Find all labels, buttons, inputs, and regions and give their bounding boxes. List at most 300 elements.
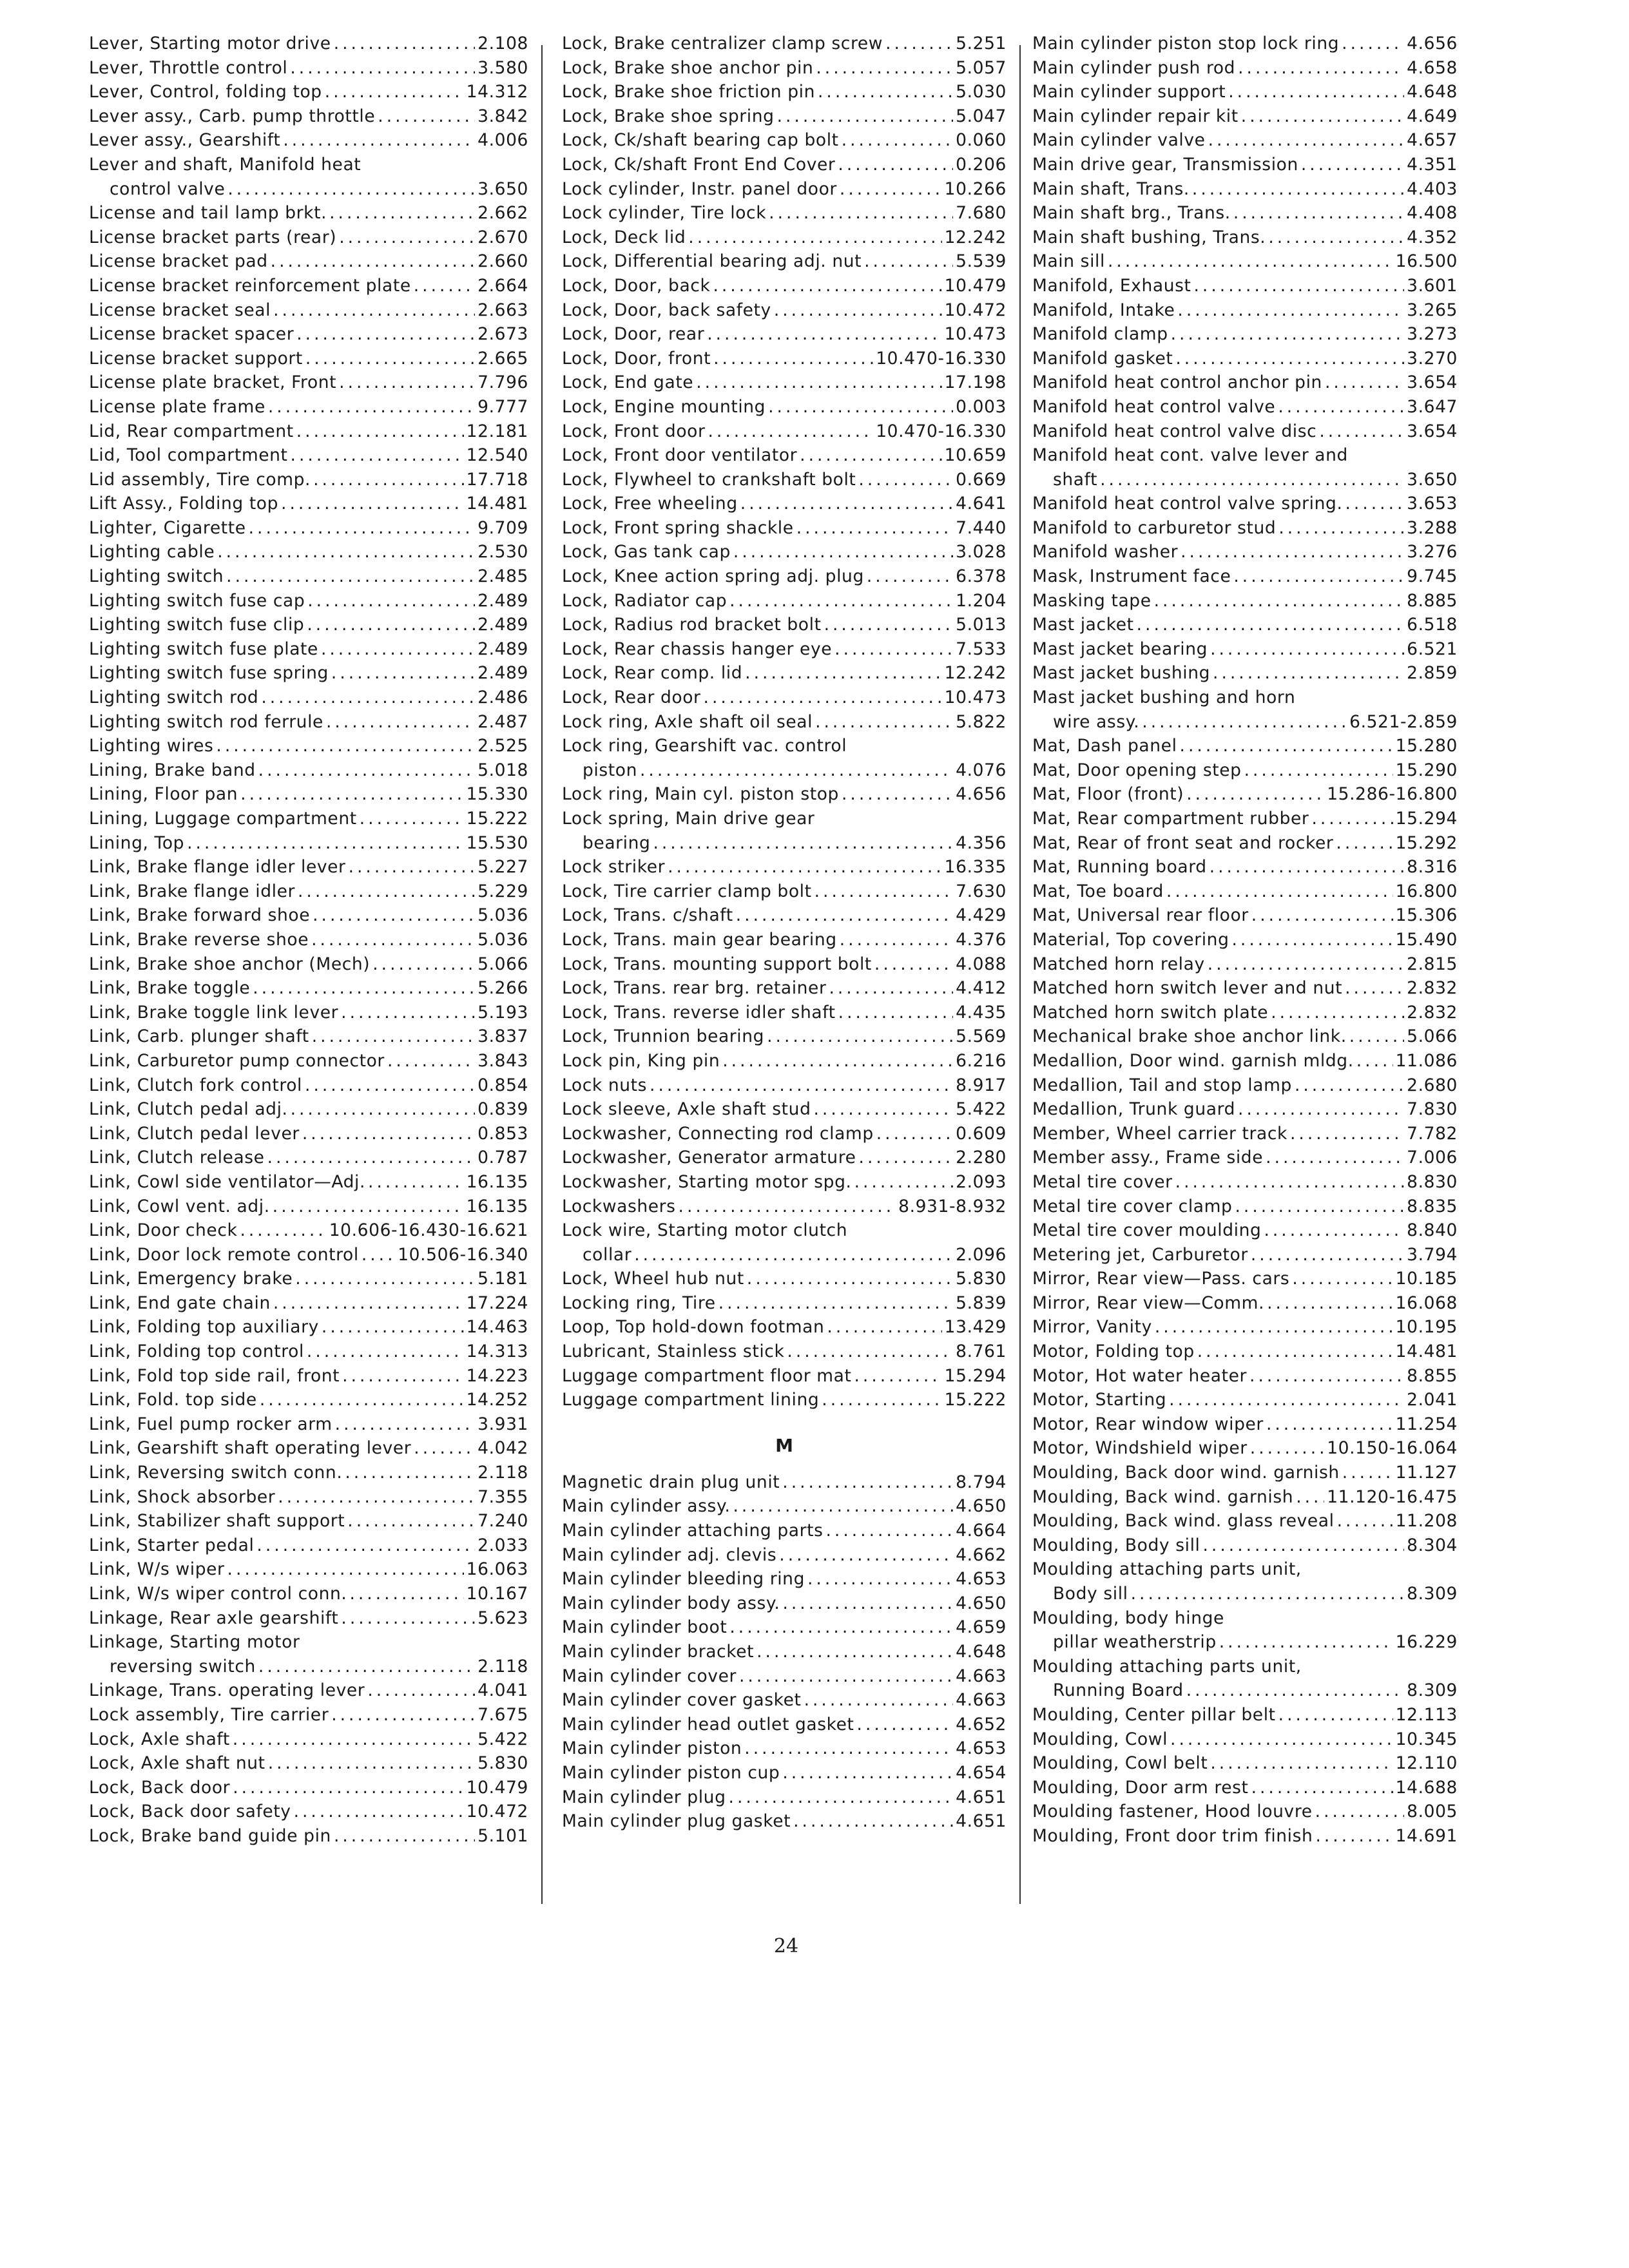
entry-name: Metal tire cover clamp	[1032, 1196, 1233, 1216]
entry-name: Moulding, Door arm rest	[1032, 1777, 1249, 1798]
entry-reference-number: 4.376	[956, 929, 1007, 950]
index-entry	[1032, 1124, 1458, 1148]
index-entry	[89, 1414, 528, 1439]
dot-leader	[273, 1293, 464, 1313]
dot-leader	[1210, 639, 1404, 659]
dot-leader	[838, 1003, 953, 1023]
entry-reference-number: 4.658	[1407, 57, 1458, 78]
index-entry	[89, 300, 528, 325]
dot-leader	[1232, 930, 1393, 950]
entry-reference-number: 10.167	[466, 1584, 528, 1604]
entry-name: Mirror, Rear view—Pass. cars	[1032, 1269, 1290, 1289]
dot-leader	[747, 1269, 953, 1289]
index-entry	[89, 445, 528, 470]
entry-reference-number: 12.540	[466, 445, 528, 466]
entry-reference-number: 15.490	[1395, 929, 1458, 950]
index-entry	[89, 1317, 528, 1341]
entry-name: Main shaft, Trans.	[1032, 178, 1190, 199]
index-entry	[562, 130, 1007, 155]
entry-name: Lighting switch	[89, 566, 224, 587]
entry-name: Link, Clutch fork control	[89, 1075, 303, 1095]
dot-leader	[281, 494, 464, 514]
dot-leader	[1292, 1269, 1393, 1289]
entry-name: Matched horn switch plate	[1032, 1002, 1269, 1023]
index-entry	[89, 494, 528, 518]
index-entry	[89, 82, 528, 106]
dot-leader	[1336, 833, 1393, 853]
entry-name: Main cylinder piston	[562, 1738, 742, 1759]
entry-reference-number: 15.290	[1395, 760, 1458, 780]
dot-leader	[294, 1802, 464, 1821]
entry-reference-number: 4.088	[956, 954, 1007, 974]
index-entry	[89, 881, 528, 906]
dot-leader	[335, 1414, 475, 1434]
dot-leader	[1181, 542, 1404, 562]
dot-leader	[347, 1511, 475, 1531]
entry-name: Main sill	[1032, 251, 1105, 272]
entry-reference-number: 2.660	[477, 251, 528, 272]
dot-leader	[298, 881, 475, 901]
index-entry	[562, 760, 1007, 785]
dot-leader	[814, 1099, 954, 1119]
index-entry	[89, 905, 528, 930]
index-entry	[562, 1341, 1007, 1366]
entry-reference-number: 4.650	[956, 1496, 1007, 1517]
entry-name: Link, W/s wiper control conn.	[89, 1584, 347, 1604]
index-entry	[1032, 930, 1458, 954]
entry-name: Link, Brake flange idler	[89, 881, 295, 901]
index-entry	[1032, 615, 1458, 639]
dot-leader	[1325, 372, 1404, 392]
entry-reference-number: 3.028	[956, 542, 1007, 562]
entry-name: Manifold heat control valve spring.	[1032, 494, 1343, 514]
dot-leader	[1345, 494, 1404, 514]
dot-leader	[321, 639, 475, 659]
index-entry	[1032, 130, 1458, 155]
dot-leader	[1155, 1317, 1393, 1337]
entry-reference-number: 2.489	[477, 590, 528, 611]
entry-name: Lock, Axle shaft	[89, 1729, 230, 1749]
entry-reference-number: 4.663	[956, 1666, 1007, 1686]
index-entry	[89, 1196, 528, 1221]
index-column-3	[1032, 34, 1458, 1850]
entry-reference-number: 5.227	[477, 857, 528, 878]
index-entry-heading: Moulding attaching parts unit,	[1032, 1559, 1302, 1580]
entry-name: control valve	[110, 178, 226, 199]
entry-name: License bracket spacer	[89, 324, 294, 345]
index-entry	[1032, 809, 1458, 833]
index-entry	[89, 687, 528, 712]
entry-reference-number: 4.648	[956, 1642, 1007, 1662]
entry-reference-number: 16.500	[1395, 251, 1458, 272]
entry-reference-number: 3.273	[1407, 324, 1458, 345]
index-entry	[562, 470, 1007, 494]
index-entry	[562, 34, 1007, 58]
index-entry	[1032, 106, 1458, 131]
entry-reference-number: 8.931-8.932	[898, 1196, 1007, 1216]
entry-reference-number: 7.355	[477, 1486, 528, 1507]
entry-name: Mat, Floor (front)	[1032, 784, 1184, 805]
entry-reference-number: 15.222	[466, 809, 528, 829]
index-entry	[89, 1269, 528, 1293]
index-entry	[1032, 712, 1458, 736]
dot-leader	[864, 251, 953, 271]
dot-leader	[729, 591, 953, 611]
entry-name: Lighting switch fuse plate	[89, 639, 318, 659]
dot-leader	[233, 1778, 463, 1798]
index-entry	[1032, 1172, 1458, 1196]
entry-reference-number: 8.835	[1407, 1196, 1458, 1216]
index-entry	[1032, 1680, 1458, 1705]
entry-reference-number: 9.777	[477, 396, 528, 417]
entry-reference-number: 2.108	[477, 34, 528, 53]
index-entry-heading: Lock ring, Gearshift vac. control	[562, 736, 847, 756]
entry-name: Main drive gear, Transmission	[1032, 154, 1298, 175]
entry-reference-number: 5.036	[477, 905, 528, 926]
entry-name: Link, Brake shoe anchor (Mech)	[89, 954, 371, 974]
entry-name: Lock sleeve, Axle shaft stud	[562, 1099, 811, 1120]
entry-reference-number: 8.309	[1407, 1680, 1458, 1701]
dot-leader	[1197, 1341, 1393, 1361]
index-entry	[89, 1438, 528, 1463]
dot-leader	[816, 58, 953, 78]
index-entry	[1032, 1729, 1458, 1754]
index-entry	[1032, 1051, 1458, 1075]
entry-name: Lighting wires	[89, 736, 214, 756]
entry-reference-number: 4.656	[1407, 34, 1458, 53]
index-entry	[1032, 324, 1458, 349]
entry-name: Link, Fuel pump rocker arm	[89, 1414, 333, 1434]
index-entry	[562, 857, 1007, 881]
index-entry	[89, 663, 528, 687]
dot-leader	[818, 82, 953, 102]
dot-leader	[634, 1245, 953, 1265]
entry-name: Lock, Knee action spring adj. plug	[562, 566, 864, 587]
dot-leader	[296, 324, 475, 344]
dot-leader	[334, 34, 475, 53]
index-entry	[89, 227, 528, 252]
index-entry	[1032, 1584, 1458, 1608]
index-entry	[89, 1463, 528, 1487]
index-entry	[89, 1051, 528, 1075]
dot-leader	[793, 1811, 953, 1831]
entry-name: Member assy., Frame side	[1032, 1148, 1264, 1168]
entry-name: Lock ring, Axle shaft oil seal	[562, 711, 813, 732]
index-entry	[1032, 1148, 1458, 1172]
entry-name: reversing switch	[110, 1656, 256, 1677]
entry-reference-number: 5.101	[477, 1825, 528, 1846]
entry-name: Lock, Tire carrier clamp bolt	[562, 881, 812, 901]
entry-name: Link, End gate chain	[89, 1293, 271, 1313]
dot-leader	[339, 227, 475, 247]
dot-leader	[313, 470, 464, 490]
entry-reference-number: 3.650	[477, 178, 528, 199]
column-divider	[1019, 45, 1021, 1904]
dot-leader	[854, 1172, 954, 1192]
entry-name: Lockwasher, Connecting rod clamp	[562, 1123, 874, 1144]
index-entry	[1032, 421, 1458, 446]
entry-name: Link, Cowl vent. adj.	[89, 1196, 270, 1216]
entry-reference-number: 2.489	[477, 615, 528, 635]
index-entry	[562, 542, 1007, 566]
entry-reference-number: 2.525	[477, 736, 528, 756]
entry-reference-number: 5.181	[477, 1269, 528, 1289]
index-entry	[562, 1148, 1007, 1172]
entry-name: Member, Wheel carrier track	[1032, 1123, 1287, 1144]
entry-reference-number: 8.309	[1407, 1584, 1458, 1604]
index-entry	[1032, 1438, 1458, 1463]
entry-reference-number: 16.335	[944, 857, 1007, 878]
index-entry	[562, 518, 1007, 543]
entry-name: Mat, Running board	[1032, 857, 1207, 878]
dot-leader	[707, 324, 941, 344]
index-entry	[89, 251, 528, 276]
dot-leader	[322, 1317, 464, 1337]
dot-leader	[1278, 518, 1404, 538]
entry-name: Main cylinder piston stop lock ring	[1032, 34, 1340, 53]
entry-reference-number: 14.688	[1395, 1777, 1458, 1798]
dot-leader	[341, 1003, 475, 1023]
dot-leader	[679, 1196, 896, 1216]
index-entry	[89, 130, 528, 155]
entry-name: Main cylinder push rod	[1032, 57, 1236, 78]
dot-leader	[1295, 1075, 1404, 1095]
entry-reference-number: 10.472	[466, 1802, 528, 1822]
entry-reference-number: 7.675	[477, 1704, 528, 1725]
dot-leader	[331, 1705, 475, 1725]
entry-reference-number: 9.709	[477, 517, 528, 538]
index-entry	[89, 615, 528, 639]
dot-leader	[345, 1463, 475, 1483]
index-entry	[1032, 397, 1458, 421]
index-entry-heading: Moulding, body hinge	[1032, 1608, 1224, 1628]
entry-name: Lock pin, King pin	[562, 1050, 720, 1071]
entry-reference-number: 11.086	[1395, 1050, 1458, 1071]
index-entry	[89, 324, 528, 349]
entry-reference-number: 0.787	[477, 1148, 528, 1168]
entry-reference-number: 0.839	[477, 1099, 528, 1120]
entry-name: Lock, Front door	[562, 421, 706, 441]
index-entry	[89, 1003, 528, 1027]
entry-reference-number: 14.312	[466, 82, 528, 102]
entry-reference-number: 14.223	[466, 1365, 528, 1386]
entry-reference-number: 8.855	[1407, 1365, 1458, 1386]
entry-reference-number: 5.030	[956, 82, 1007, 102]
index-entry	[89, 349, 528, 373]
dot-leader	[367, 1680, 475, 1700]
index-entry	[562, 615, 1007, 639]
index-entry	[562, 227, 1007, 252]
index-entry	[562, 1172, 1007, 1196]
entry-name: Lockwasher, Generator armature	[562, 1148, 856, 1168]
dot-leader	[815, 712, 953, 732]
entry-name: Luggage compartment lining	[562, 1390, 820, 1410]
entry-name: Link, Door check	[89, 1220, 238, 1241]
index-entry	[89, 1487, 528, 1512]
index-entry	[562, 1366, 1007, 1390]
entry-name: Lock, Axle shaft nut	[89, 1753, 265, 1774]
index-entry	[1032, 1099, 1458, 1124]
column-divider	[541, 45, 543, 1904]
entry-name: Lock, Front door ventilator	[562, 445, 798, 466]
entry-reference-number: 7.630	[956, 881, 1007, 901]
entry-reference-number: 15.294	[1395, 809, 1458, 829]
entry-reference-number: 15.280	[1395, 736, 1458, 756]
entry-reference-number: 2.815	[1407, 954, 1458, 974]
entry-name: Mat, Door opening step	[1032, 760, 1242, 780]
dot-leader	[800, 445, 942, 465]
entry-reference-number: 4.650	[956, 1593, 1007, 1613]
entry-name: Moulding, Front door trim finish	[1032, 1825, 1313, 1846]
dot-leader	[744, 1738, 953, 1758]
dot-leader	[767, 1026, 953, 1046]
dot-leader	[295, 1269, 475, 1289]
index-entry	[89, 1535, 528, 1560]
dot-leader	[1249, 1366, 1404, 1386]
entry-reference-number: 4.076	[956, 760, 1007, 780]
dot-leader	[311, 930, 475, 950]
dot-leader	[1251, 1245, 1404, 1265]
entry-reference-number: 11.208	[1395, 1511, 1458, 1532]
index-entry	[562, 639, 1007, 664]
section-letter: M	[775, 1434, 793, 1456]
entry-name: Moulding, Cowl	[1032, 1729, 1168, 1749]
entry-reference-number: 6.378	[956, 566, 1007, 587]
entry-reference-number: 15.306	[1395, 905, 1458, 926]
entry-reference-number: 5.229	[477, 881, 528, 901]
entry-name: Lid assembly, Tire comp.	[89, 469, 311, 490]
entry-name: License bracket parts (rear)	[89, 227, 337, 247]
dot-leader	[339, 372, 475, 392]
dot-leader	[326, 712, 475, 732]
entry-name: shaft	[1053, 469, 1098, 490]
index-entry	[562, 251, 1007, 276]
page-number: 24	[773, 1935, 799, 1957]
index-entry	[562, 1690, 1007, 1715]
entry-name: Link, Clutch release	[89, 1148, 265, 1168]
dot-leader	[1142, 712, 1347, 732]
entry-name: Lock, Rear door	[562, 687, 701, 708]
index-entry	[562, 82, 1007, 106]
entry-name: Link, Reversing switch conn.	[89, 1463, 343, 1483]
entry-reference-number: 2.486	[477, 687, 528, 708]
entry-reference-number: 4.651	[956, 1787, 1007, 1807]
entry-name: Link, Starter pedal	[89, 1535, 255, 1555]
index-entry	[562, 203, 1007, 227]
entry-reference-number: 4.652	[956, 1714, 1007, 1735]
dot-leader	[325, 82, 464, 102]
dot-leader	[1186, 784, 1324, 804]
dot-leader	[1171, 324, 1405, 344]
entry-reference-number: 5.839	[956, 1293, 1007, 1313]
dot-leader	[688, 227, 941, 247]
entry-reference-number: 13.429	[944, 1317, 1007, 1338]
entry-reference-number: 2.832	[1407, 978, 1458, 999]
dot-leader	[740, 494, 953, 514]
dot-leader	[858, 470, 953, 490]
entry-reference-number: 15.294	[944, 1365, 1007, 1386]
entry-reference-number: 3.288	[1407, 517, 1458, 538]
entry-name: Lever assy., Gearshift	[89, 130, 281, 151]
entry-name: Locking ring, Tire	[562, 1293, 716, 1313]
entry-name: Linkage, Rear axle gearshift	[89, 1608, 339, 1628]
index-entry	[1032, 905, 1458, 930]
index-entry-heading: Lever and shaft, Manifold heat	[89, 154, 361, 175]
index-entry	[1032, 1366, 1458, 1390]
index-entry	[1032, 58, 1458, 82]
entry-reference-number: 2.096	[956, 1244, 1007, 1265]
entry-name: Matched horn relay	[1032, 954, 1205, 974]
entry-reference-number: 10.479	[466, 1777, 528, 1798]
dot-leader	[305, 349, 475, 369]
entry-reference-number: 10.659	[944, 445, 1007, 466]
entry-name: Link, Fold. top side	[89, 1390, 257, 1410]
index-entry	[89, 1826, 528, 1850]
entry-reference-number: 9.745	[1407, 566, 1458, 587]
entry-name: Material, Top covering	[1032, 929, 1229, 950]
index-entry	[1032, 881, 1458, 906]
index-entry	[562, 1811, 1007, 1836]
dot-leader	[1166, 881, 1393, 901]
entry-name: Link, Emergency brake	[89, 1269, 293, 1289]
index-entry	[1032, 1269, 1458, 1293]
dot-leader	[278, 1487, 475, 1507]
entry-reference-number: 0.206	[956, 154, 1007, 175]
entry-name: Main cylinder bleeding ring	[562, 1569, 805, 1590]
index-entry	[89, 372, 528, 397]
dot-leader	[1342, 1463, 1393, 1483]
dot-leader	[733, 542, 953, 562]
dot-leader	[876, 1124, 953, 1144]
entry-reference-number: 4.657	[1407, 130, 1458, 151]
dot-leader	[653, 833, 953, 853]
index-entry-heading: Manifold heat cont. valve lever and	[1032, 445, 1348, 466]
entry-reference-number: 10.345	[1395, 1729, 1458, 1749]
dot-leader	[1210, 857, 1404, 877]
entry-name: Link, Brake flange idler lever	[89, 857, 346, 878]
dot-leader	[1250, 1438, 1324, 1458]
entry-reference-number: 8.794	[956, 1472, 1007, 1492]
entry-reference-number: 14.481	[1395, 1341, 1458, 1362]
entry-reference-number: 4.403	[1407, 178, 1458, 199]
index-entry	[89, 1099, 528, 1124]
dot-leader	[271, 251, 475, 271]
dot-leader	[1208, 130, 1405, 150]
entry-name: pillar weatherstrip	[1053, 1632, 1217, 1653]
dot-leader	[1266, 1414, 1393, 1434]
dot-leader	[227, 1559, 464, 1579]
entry-name: Matched horn switch lever and nut	[1032, 978, 1343, 999]
dot-leader	[718, 1293, 953, 1313]
index-entry	[1032, 518, 1458, 543]
entry-name: Lock, Door, front	[562, 348, 711, 369]
index-entry	[1032, 1632, 1458, 1657]
entry-reference-number: 5.047	[956, 106, 1007, 126]
entry-reference-number: 7.006	[1407, 1148, 1458, 1168]
entry-name: Lock, Ck/shaft Front End Cover	[562, 154, 836, 175]
index-entry	[562, 1026, 1007, 1051]
entry-name: Lining, Top	[89, 832, 185, 853]
entry-reference-number: 0.853	[477, 1123, 528, 1144]
entry-reference-number: 14.313	[466, 1341, 528, 1362]
dot-leader	[227, 179, 475, 199]
entry-name: Lock, Front spring shackle	[562, 517, 794, 538]
entry-reference-number: 3.653	[1407, 494, 1458, 514]
entry-name: Lock, Gas tank cap	[562, 542, 731, 562]
entry-name: Lock, Brake centralizer clamp screw	[562, 34, 883, 53]
entry-reference-number: 10.473	[944, 324, 1007, 345]
index-entry	[1032, 542, 1458, 566]
